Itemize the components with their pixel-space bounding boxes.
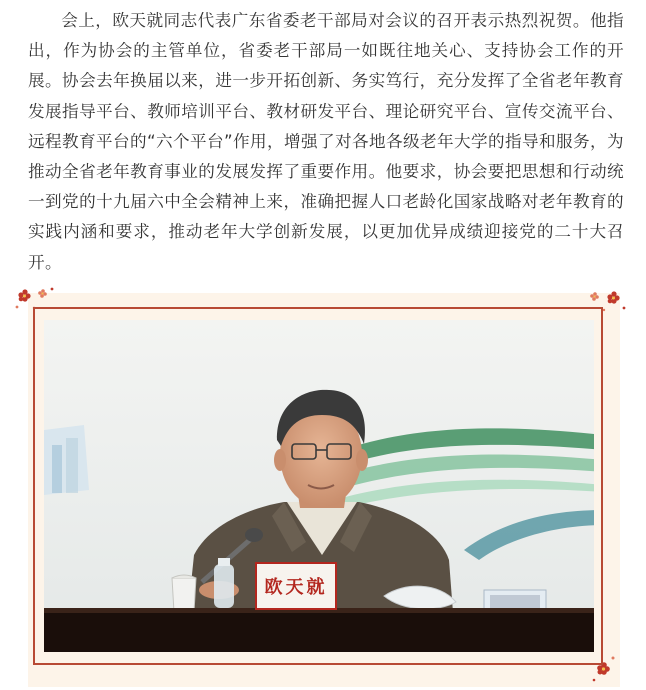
nameplate-text: 欧天就 [264,577,328,598]
article-paragraph: 会上，欧天就同志代表广东省委老干部局对会议的召开表示热烈祝贺。他指出，作为协会的主管单位，省委老干部局一如既往地关心、支持协会工作的开展。协会去年换届以来，进一步开拓创新、务实笃行，充分发挥了全省老年教育发展指导平台、教师培训平台、教材研发平台、理论研究平台、宣传交流平台、远程教育平台的“六个平台”作用，增强了对各地各级老年大学的指导和服务，为推动全省老年教育事业的发展发挥了重要作用。他要求，协会要把思想和行动统一到党的十九届六中全会精神上来，准确把握人口老龄化国家战略对老年教育的实践内涵和要求，推动老年大学创新发展，以更加优异成绩迎接党的二十大召开。 [28,11,624,272]
article-body [28,6,624,278]
meeting-photo [44,320,594,652]
nameplate [255,562,337,610]
